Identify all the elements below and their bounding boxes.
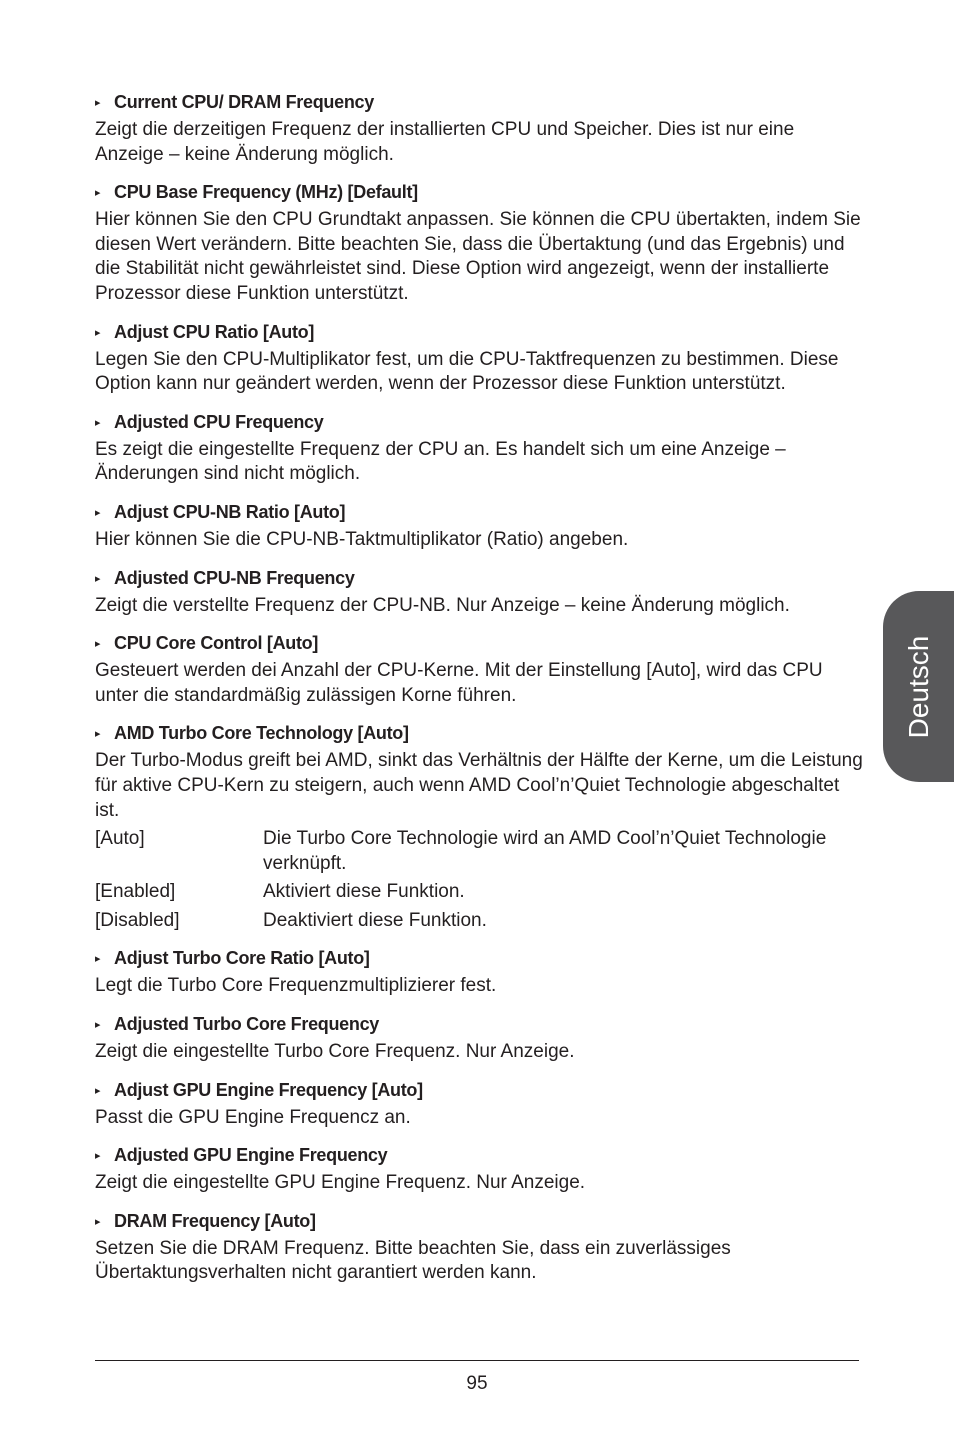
setting-section xyxy=(95,1142,865,1196)
setting-heading xyxy=(95,499,865,526)
setting-heading xyxy=(95,1208,865,1235)
setting-title: Current CPU/ DRAM Frequency xyxy=(114,92,374,112)
setting-description: Hier können Sie die CPU-NB-Taktmultiplikator (Ratio) angeben. xyxy=(95,528,629,550)
setting-heading xyxy=(95,945,865,972)
bullet-arrow-icon: ▸ xyxy=(95,416,101,429)
setting-section xyxy=(95,409,865,487)
bullet-arrow-icon: ▸ xyxy=(95,728,101,741)
option-row xyxy=(95,827,865,876)
setting-title: Adjust CPU Ratio [Auto] xyxy=(114,321,315,342)
option-value: Aktiviert diese Funktion. xyxy=(263,881,465,903)
setting-description: Hier können Sie den CPU Grundtakt anpassen. Sie können die CPU übertakten, indem Sie diesen Wert verändern. Bitte beachten Sie, dass die Übertaktung (und das Ergebnis) und die Stabilität nicht gewährleistet sind. Diese Option wird angezeigt, wenn der installierte Prozessor diese Funktion unterstützt. xyxy=(95,209,861,304)
setting-title: Adjusted CPU-NB Frequency xyxy=(114,567,355,588)
setting-description: Zeigt die verstellte Frequenz der CPU-NB. Nur Anzeige – keine Änderung möglich. xyxy=(95,594,790,616)
setting-title: Adjust GPU Engine Frequency [Auto] xyxy=(114,1079,423,1100)
setting-title: Adjusted CPU Frequency xyxy=(114,411,324,432)
setting-heading xyxy=(95,1142,865,1169)
setting-section xyxy=(95,1011,865,1065)
setting-section xyxy=(95,319,865,397)
setting-section xyxy=(95,720,865,933)
setting-section xyxy=(95,630,865,708)
setting-section xyxy=(95,1077,865,1131)
setting-description: Legt die Turbo Core Frequenzmultiplizierer fest. xyxy=(95,975,497,997)
option-key: [Auto] xyxy=(95,828,145,850)
bullet-arrow-icon: ▸ xyxy=(95,638,101,651)
bullet-arrow-icon: ▸ xyxy=(95,326,101,339)
setting-heading xyxy=(95,565,865,592)
setting-heading xyxy=(95,409,865,436)
setting-heading xyxy=(95,1077,865,1104)
bullet-arrow-icon: ▸ xyxy=(95,1019,101,1032)
setting-title: Adjust CPU-NB Ratio [Auto] xyxy=(114,501,346,522)
bullet-arrow-icon: ▸ xyxy=(95,953,101,966)
setting-heading xyxy=(95,179,865,206)
setting-heading xyxy=(95,89,865,116)
setting-description: Legen Sie den CPU-Multiplikator fest, um die CPU-Taktfrequenzen zu bestimmen. Diese Option kann nur geändert werden, wenn der Prozessor diese Funktion unterstützt. xyxy=(95,348,839,395)
bullet-arrow-icon: ▸ xyxy=(95,572,101,585)
option-row xyxy=(95,909,865,934)
option-value: Die Turbo Core Technologie wird an AMD Cool’n’Quiet Technologie verknüpft. xyxy=(263,828,827,874)
setting-title: CPU Base Frequency (MHz) [Default] xyxy=(114,182,418,203)
setting-heading xyxy=(95,1011,865,1038)
option-value: Deaktiviert diese Funktion. xyxy=(263,909,487,931)
setting-description: Der Turbo-Modus greift bei AMD, sinkt das Verhältnis der Hälfte der Kerne, um die Leistung für aktive CPU-Kern zu steigern, auch wenn AMD Cool’n’Quiet Technologie abgeschaltet ist. xyxy=(95,750,863,821)
bullet-arrow-icon: ▸ xyxy=(95,187,101,200)
setting-section xyxy=(95,89,865,167)
setting-section xyxy=(95,945,865,999)
setting-description: Zeigt die eingestellte GPU Engine Frequenz. Nur Anzeige. xyxy=(95,1172,586,1194)
bullet-arrow-icon: ▸ xyxy=(95,1215,101,1228)
language-side-tab xyxy=(883,591,954,782)
bullet-arrow-icon: ▸ xyxy=(95,506,101,519)
manual-content xyxy=(95,89,865,1298)
setting-description: Setzen Sie die DRAM Frequenz. Bitte beachten Sie, dass ein zuverlässiges Übertaktungsverhalten nicht garantiert werden kann. xyxy=(95,1237,731,1284)
setting-section xyxy=(95,565,865,619)
setting-description: Zeigt die derzeitigen Frequenz der installierten CPU und Speicher. Dies ist nur eine Anzeige – keine Änderung möglich. xyxy=(95,119,795,165)
setting-section xyxy=(95,499,865,553)
language-tab-label: Deutsch xyxy=(902,635,934,738)
setting-title: Adjusted Turbo Core Frequency xyxy=(114,1014,379,1035)
setting-heading xyxy=(95,319,865,346)
setting-description: Gesteuert werden dei Anzahl der CPU-Kerne. Mit der Einstellung [Auto], wird das CPU unter die standardmäßig zulässigen Korne führen. xyxy=(95,660,823,706)
setting-title: CPU Core Control [Auto] xyxy=(114,633,319,654)
setting-title: DRAM Frequency [Auto] xyxy=(114,1210,316,1231)
setting-description: Es zeigt die eingestellte Frequenz der CPU an. Es handelt sich um eine Anzeige – Änderungen sind nicht möglich. xyxy=(95,438,786,485)
setting-heading xyxy=(95,630,865,657)
bullet-arrow-icon: ▸ xyxy=(95,1150,101,1163)
bullet-arrow-icon: ▸ xyxy=(95,97,101,109)
setting-heading xyxy=(95,720,865,747)
setting-description: Passt die GPU Engine Frequencz an. xyxy=(95,1106,411,1128)
footer-divider xyxy=(95,1360,859,1361)
setting-title: Adjusted GPU Engine Frequency xyxy=(114,1145,388,1166)
setting-section xyxy=(95,179,865,306)
option-row xyxy=(95,880,865,905)
page-number: 95 xyxy=(466,1373,488,1394)
setting-section xyxy=(95,1208,865,1286)
setting-description: Zeigt die eingestellte Turbo Core Frequenz. Nur Anzeige. xyxy=(95,1041,575,1063)
option-key: [Disabled] xyxy=(95,909,180,931)
setting-title: Adjust Turbo Core Ratio [Auto] xyxy=(114,948,370,969)
option-key: [Enabled] xyxy=(95,881,176,903)
setting-title: AMD Turbo Core Technology [Auto] xyxy=(114,723,409,744)
bullet-arrow-icon: ▸ xyxy=(95,1084,101,1097)
